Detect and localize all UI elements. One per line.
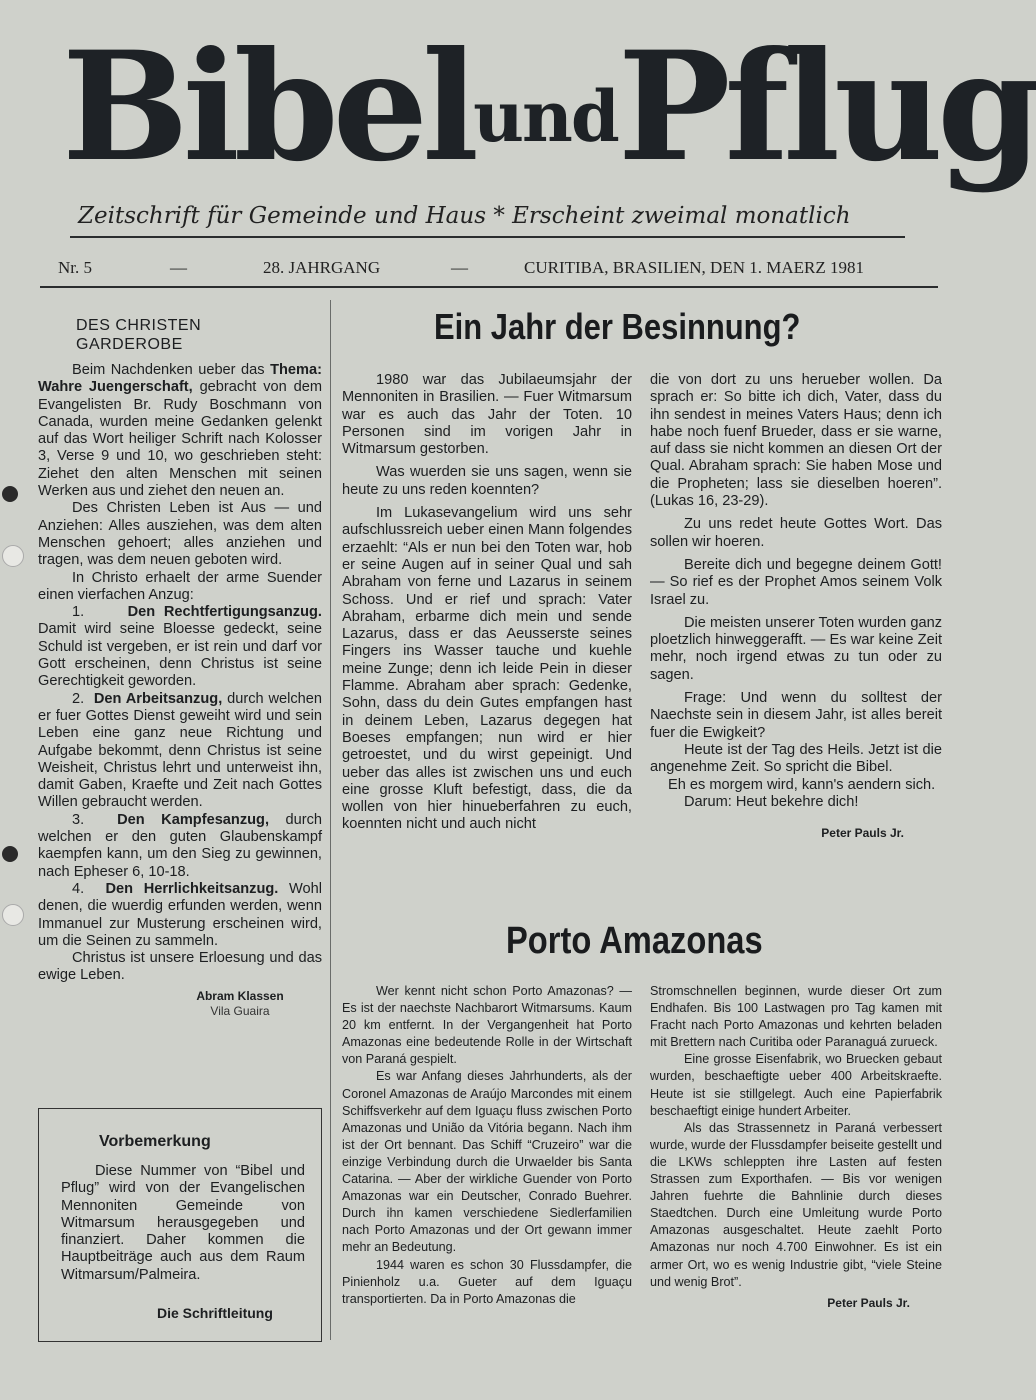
list-label-4: Den Herrlichkeitsanzug. <box>105 880 279 897</box>
issue-dash-1: — <box>170 258 187 277</box>
preface-title: Vorbemerkung <box>99 1133 211 1150</box>
article1-column-1 <box>342 372 632 834</box>
masthead-title <box>62 19 1036 195</box>
left-p1-text-c: gebracht von dem Evangelisten Br. Rudy Boschmann von Canada, wurden meine Gedanken gelenkt auf das Wort heiliger Schrift nach Kolosser 3, Verse 9 und 10, wo geschrieben steht: Ziehet den alten Menschen mit seinen Werken aus und ziehet den neuen an. <box>38 379 322 500</box>
article2-headline: Porto Amazonas <box>506 920 763 962</box>
a2-c2-paragraph-2: Eine grosse Eisenfabrik, wo Bruecken gebaut wurden, beschaeftigte ueber 400 Arbeitskraefte. Heute ist sie stillgelegt. Auch eine Papierfabrik beschaeftigt einige hundert Arbeiter. <box>650 1052 942 1118</box>
list-label-1: Den Rechtfertigungsanzug. <box>127 604 322 621</box>
a1-c2-paragraph-5: Frage: Und wenn du solltest der Naechste sein in diesem Jahr, ist alles bereit fuer die Ewigkeit? <box>650 690 942 741</box>
list-number-3: 3. <box>72 811 85 828</box>
a2-c1-paragraph-1: Wer kennt nicht schon Porto Amazonas? — Es ist der naechste Nachbarort Witmarsums. Kaum 20 km entfernt. In der Vergangenheit hat Porto Amazonas eine bedeutende Rolle in der Wirtschaft von Paraná gespielt. <box>342 984 632 1067</box>
masthead-word-bibel: Bibel <box>62 19 474 195</box>
left-paragraph-1 <box>38 362 322 500</box>
masthead-word-und: und <box>473 75 618 158</box>
issue-dash-2: — <box>451 258 468 277</box>
preface-text: Diese Nummer von “Bibel und Pflug” wird von der Evangelischen Mennoniten Gemeinde von Witmarsum herausgegeben und finanziert. Daher kommen die Hauptbeiträge auch aus dem Raum Witmarsum/Palmeira. <box>61 1163 305 1283</box>
left-list-item-1 <box>38 604 322 690</box>
left-p1-theme: Thema: Wahre Juengerschaft, <box>38 362 322 396</box>
a2-c2-paragraph-3: Als das Strassennetz in Paraná verbessert wurde, wurde der Flussdampfer beiseite gestellt und die LKWs schleppten ihre Lasten auf festen Strassen zum Exporthafen. — Bis vor wenigen Jahren fuehrte die Bahnlinie durch dieses Staedtchen. Durch eine Umleitung wurde Porto Amazonas ausgeschaltet. Heute zaehlt Porto Amazonas nur noch 4.700 Einwohner. Es ist ein armer Ort, wo es wenig Industrie gibt, “viele Steine und wenig Brot”. <box>650 1120 942 1289</box>
masthead-word-pflug: Pflug <box>617 19 1036 195</box>
list-text-2: durch welchen er fuer Gottes Dienst geweiht wird und sein Leben eine ganz neue Richtung und Aufgabe bekommt, denn Christus ist seine Weisheit, Christus lehrt und unterweist ihn, damit Gaben, Kraefte und Zeit nach Gottes Willen gebraucht werden. <box>38 690 322 811</box>
left-article-body <box>38 362 322 1019</box>
list-number-4: 4. <box>72 880 85 897</box>
issue-info-row <box>58 258 928 280</box>
list-text-1: Damit wird seine Bloesse gedeckt, seine Schuld ist vergeben, er ist rein und darf vor Gott erscheinen, denn Christus ist seine Gerechtigkeit geworden. <box>38 621 322 690</box>
a1-c2-paragraph-4: Die meisten unserer Toten wurden ganz ploetzlich hinweggerafft. — Es war keine Zeit mehr, noch irgend etwas zu tun oder zu sagen. <box>650 614 942 683</box>
a1-c2-paragraph-3: Bereite dich und begegne deinem Gott! — So rief es der Prophet Amos seinem Volk Israel zu. <box>650 556 942 608</box>
left-paragraph-closing: Christus ist unsere Erloesung und das ewige Leben. <box>38 950 322 984</box>
punch-hole-ring-1 <box>2 545 24 567</box>
a2-c1-paragraph-2: Es war Anfang dieses Jahrhunderts, als der Coronel Amazonas de Araújo Marcondes mit einem Schiffsverkehr auf dem Iguaçu fluss zwischen Porto Amazonas und União da Vitória begann. Nach ihm ist der Ort bennant. Das Schiff “Cruzeiro” war die einzige Verbindung durch die Urwaelder bis Santa Catarina. — Aber der wirkliche Guender von Porto Amazonas war ein Deutscher, Conrado Buehrer. Durch ihn kamen verschiedene Siedlerfamilien nach Porto Amazonas und der Ort gewann immer mehr an Bedeutung. <box>342 1069 632 1255</box>
subtitle-rule <box>70 236 905 238</box>
list-number-2: 2. <box>72 690 85 707</box>
left-author-name: Abram Klassen <box>196 988 284 1003</box>
header-rule <box>40 286 938 288</box>
a2-c1-paragraph-3: 1944 waren es schon 30 Flussdampfer, die Pinienholz u.a. Gueter auf dem Iguaçu transportierten. Da in Porto Amazonas die <box>342 1257 632 1306</box>
a1-c2-paragraph-6: Heute ist der Tag des Heils. Jetzt ist die angenehme Zeit. So spricht die Bibel. <box>650 741 942 776</box>
left-paragraph-2: Des Christen Leben ist Aus — und Anziehen: Alles ausziehen, was dem alten Menschen gehoert; alles anziehen und tragen, was dem neuen geboten wird. <box>38 500 322 569</box>
a1-c2-paragraph-1: die von dort zu uns herueber wollen. Da sprach er: So bitte ich dich, Vater, dass du ihn sendest in meines Vaters Haus; denn ich habe noch fuenf Brueder, dass er sie warne, auf dass sie nicht kommen an diesen Ort der Qual. Abraham sprach: Sie haben Mose und die Propheten; lass sie dieselben hoeren”. (Lukas 16, 23-29). <box>650 372 942 510</box>
article2-column-2 <box>650 983 942 1312</box>
article1-author: Peter Pauls Jr. <box>821 826 904 841</box>
list-text-4: Wohl denen, die wuerdig erfunden werden, wenn Immanuel zur Musterung erscheinen wird, um die Seinen zu sammeln. <box>38 880 322 949</box>
column-divider <box>330 300 331 1340</box>
masthead-subtitle: Zeitschrift für Gemeinde und Haus * Erscheint zweimal monatlich <box>78 203 851 229</box>
preface-signature: Die Schriftleitung <box>157 1305 273 1321</box>
a1-c2-paragraph-2: Zu uns redet heute Gottes Wort. Das sollen wir hoeren. <box>650 516 942 550</box>
a1-c2-paragraph-8: Darum: Heut bekehre dich! <box>684 793 859 810</box>
article2-author: Peter Pauls Jr. <box>827 1295 910 1310</box>
a1-c2-paragraph-7: Eh es morgem wird, kann's aendern sich. <box>668 776 936 793</box>
a1-c1-paragraph-2: Was wuerden sie uns sagen, wenn sie heute zu uns reden koennten? <box>342 464 632 498</box>
left-title-line1: DES CHRISTEN <box>76 317 202 334</box>
left-list-item-3 <box>38 812 322 881</box>
issue-number: Nr. 5 <box>58 258 92 277</box>
punch-hole-ring-2 <box>2 904 24 926</box>
volume-label: 28. JAHRGANG <box>263 258 381 277</box>
left-p1-text-a: Beim Nachdenken ueber das <box>72 362 271 378</box>
article1-headline: Ein Jahr der Besinnung? <box>434 306 801 347</box>
a1-c1-paragraph-3: Im Lukasevangelium wird uns sehr aufschlussreich ueber einen Mann folgendes erzaehlt: “Als er nun bei den Toten war, hob er seine Augen auf in seiner Qual und sah Abraham von ferne und Lazarus in seinem Schoss. Und er rief und sprach: Vater Abraham, erbarme dich mein und sende Lazarus, dass er das Aeusserste seines Fingers ins Wasser tauche und kuehle meine Zunge; denn ich leide Pein in dieser Flamme. Abraham aber sprach: Gedenke, Sohn, dass du dein Gutes empfangen hast in deinem Leben, Lazarus degegen hat Boeses empfangen; nun wird er hier getroestet, und du wirst gepeinigt. Und ueber das alles ist zwischen uns und euch eine grosse Kluft befestigt, dass, die da wollen von hier hinueberfahren zu euch, koennten nicht und auch nicht <box>342 505 632 833</box>
place-date: CURITIBA, BRASILIEN, DEN 1. MAERZ 1981 <box>524 258 864 277</box>
list-label-3: Den Kampfesanzug, <box>117 811 270 828</box>
left-list-item-4 <box>38 881 322 950</box>
a2-c2-paragraph-1: Stromschnellen beginnen, wurde dieser Ort zum Endhafen. Bis 100 Lastwagen pro Tag kamen mit Fracht nach Porto Amazonas und kehrten beladen mit Brettern nach Curitiba oder Paranaguá zurueck. <box>650 984 942 1050</box>
list-number-1: 1. <box>72 604 85 621</box>
preface-box <box>38 1108 322 1342</box>
left-article-title <box>76 316 201 354</box>
list-label-2: Den Arbeitsanzug, <box>93 690 223 707</box>
left-article-signature <box>38 989 322 1019</box>
list-text-3: durch welchen er den guten Glaubenskampf kaempfen kann, um den Sieg zu gewinnen, nach Epheser 6, 10-18. <box>38 811 323 880</box>
punch-hole-middle <box>2 846 18 862</box>
article1-column-2 <box>650 372 942 842</box>
a1-c1-paragraph-1: 1980 war das Jubilaeumsjahr der Mennoniten in Brasilien. — Fuer Witmarsum war es auch das Jahr der Toten. 10 Personen sind im vorigen Jahr in Witmarsum gestorben. <box>342 372 632 458</box>
left-author-place: Vila Guaira <box>210 1003 270 1018</box>
left-list-item-2 <box>38 691 322 812</box>
left-paragraph-3: In Christo erhaelt der arme Suender einen vierfachen Anzug: <box>38 569 322 603</box>
left-title-line2: GARDEROBE <box>76 336 183 353</box>
punch-hole-top <box>2 486 18 502</box>
article2-column-1 <box>342 983 632 1308</box>
